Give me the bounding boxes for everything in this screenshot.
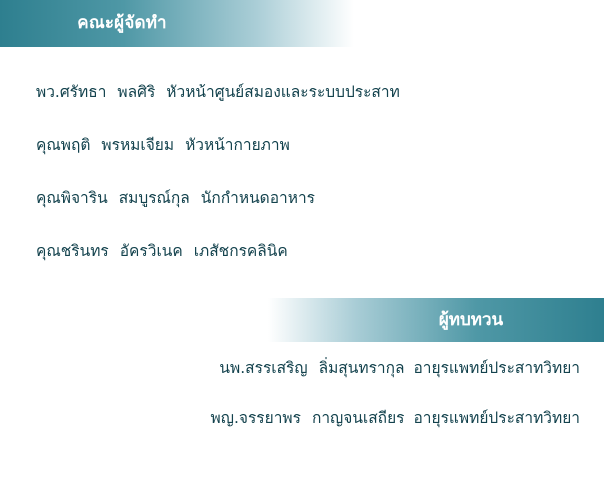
reviewer-name: นพ.สรรเสริญ	[219, 359, 308, 377]
author-name: คุณพิจาริน	[36, 189, 108, 207]
list-item	[36, 241, 576, 261]
authors-list	[36, 82, 576, 294]
list-item	[36, 188, 576, 208]
list-item	[0, 408, 580, 428]
section-heading-band	[0, 0, 354, 47]
author-surname: อัครวิเนค	[119, 242, 183, 260]
section-heading-text: คณะผู้จัดทำ	[77, 13, 167, 33]
author-name: คุณพฤติ	[36, 136, 91, 154]
reviewer-surname: กาญจนเสถียร	[311, 409, 405, 427]
author-name: พว.ศรัทธา	[36, 83, 107, 101]
author-role: นักกำหนดอาหาร	[200, 189, 316, 207]
reviewer-surname: ลิ่มสุนทรากุล	[318, 359, 405, 377]
list-item	[0, 358, 580, 378]
reviewer-heading-band	[268, 298, 604, 342]
list-item	[36, 135, 576, 155]
author-role: หัวหน้าศูนย์สมองและระบบประสาท	[166, 83, 400, 101]
author-role: เภสัชกรคลินิค	[193, 242, 288, 260]
reviewer-heading-text: ผู้ทบทวน	[438, 310, 504, 330]
reviewer-role: อายุรแพทย์ประสาทวิทยา	[413, 409, 580, 427]
author-name: คุณชรินทร	[36, 242, 109, 260]
reviewer-name: พญ.จรรยาพร	[210, 409, 301, 427]
author-surname: พลศิริ	[117, 83, 156, 101]
reviewer-role: อายุรแพทย์ประสาทวิทยา	[413, 359, 580, 377]
author-role: หัวหน้ากายภาพ	[185, 136, 290, 154]
author-surname: พรหมเจียม	[101, 136, 175, 154]
author-surname: สมบูรณ์กุล	[118, 189, 190, 207]
list-item	[36, 82, 576, 102]
reviewers-list	[0, 358, 580, 458]
